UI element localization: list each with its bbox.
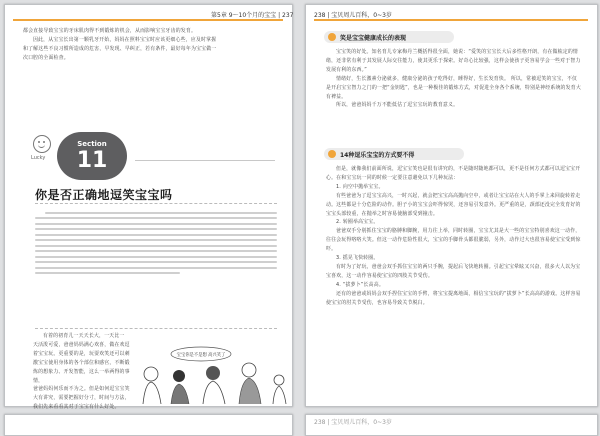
next-right-page-header: 238 | 宝贝周儿百科，0~3岁 (314, 419, 392, 426)
intro-line-2: 因此，从宝宝长出第一颗乳牙开始，妈妈在照料宝宝时应该更细心些，应及时掌握 (33, 36, 217, 43)
item-3-text: 有时为了好玩，爸爸会双手抓住宝宝的两只手腕，提起后飞快地转圈。引起宝宝晕眩又兴奋，很多大人以为宝宝喜欢，这一动作容易使宝宝的四肢关节受伤。 (326, 263, 581, 279)
item-4-head: 4. “拔萝卜”长高高。 (336, 281, 384, 288)
body-line-7: 大有讲究，需要把握好分寸，时间与方法， (33, 395, 130, 402)
item-1-text: 有些爸爸为了逗宝宝高兴，一时兴起，就会把宝宝高高抛向空中，或者让宝宝站在大人的手掌上来回旋转着走动。这些都是十分危险的动作。胆子小的宝宝会吓得惊哭，还容易引发意外。更严重的是，颈部还没完全发育好的宝宝头部较重，在抛举之时容易使脑部受到撞击。 (326, 192, 581, 217)
right-text-block-2 (326, 165, 582, 308)
item-2-text: 爸爸双手分别抓住宝宝的胳膊和脚腕，用力往上举，同时转圈，宝宝尤其是大一些的宝宝特别喜欢这一动作，往往会玩得咯咯大笑。但这一动作危险性很大，宝宝的手脚骨头都很脆弱，另外，动作过大也很容易使宝宝受到惊吓。 (326, 228, 581, 253)
paragraph-smile-benefits: 宝宝笑的好处。知名育儿专家梅丹兰概括得很全面，她说：“爱笑的宝宝长大后多性格开朗，有在做梳定的情绪，还非常有利于其发展人际交往能力，使其更乐于探索。好奇心比较强，这样会使孩子更容易学会一些对于智力发展有利的东西。” (326, 49, 581, 73)
smiley-icon (33, 135, 51, 153)
subhead-dot-icon (328, 33, 336, 41)
item-1-head: 1. 向空中抛举宝宝。 (336, 183, 384, 190)
section-badge (57, 132, 127, 180)
smiley-label: Lucky (31, 155, 46, 161)
body-line-1: 有着的初育儿一天天长大，一天比一 (43, 333, 125, 339)
section-rule (135, 160, 275, 161)
intro-line-1: 都会直接导致宝宝的牙床肌肉得不到锻炼的机会，从而影响宝宝牙齿的发育。 (23, 28, 197, 34)
body-line-5: 炼的想象力、开发智能，这么一举两得的事情， (33, 368, 130, 384)
next-left-page (4, 414, 293, 436)
family-illustration (131, 346, 291, 404)
subhead-bad-ways (324, 148, 464, 160)
paragraph-intro: 但是，就像我们前面所说，逗宝宝笑也是很有讲究的，不是随时随地都可以，更不是任何方式都可以逗宝宝开心。在和宝宝玩一同的时候一定要注意避免以下几种玩法： (326, 166, 581, 181)
subhead-dot-icon (328, 150, 336, 158)
left-intro-text (23, 27, 281, 63)
paragraph-conclusion: 所以，爸爸妈妈千万不能低估了逗宝宝玩的教育意义。 (336, 102, 459, 109)
quote-box-text (35, 208, 277, 277)
item-3-head: 3. 摇晃飞快转圈。 (336, 255, 379, 262)
subhead-label: 笑是宝宝健康成长的表现 (340, 35, 407, 42)
item-2-head: 2. 转圈举高宝宝。 (336, 219, 379, 226)
left-header-rule (13, 19, 283, 21)
body-line-3: 着宝宝玩。更重要的是，玩耍欢笑还可以刺 (33, 350, 130, 357)
next-right-page (305, 414, 598, 436)
intro-line-4: 次口腔的全面检查。 (23, 54, 69, 61)
bubble-text: 宝宝你是不是想 高兴笑了 (176, 353, 226, 358)
right-page-header: 238 | 宝贝周儿百科，0~3岁 (314, 12, 392, 19)
section-word: Section (77, 140, 107, 148)
body-line-6: 爸爸妈妈何乐而不为之。但是如何逗宝宝笑 (33, 386, 130, 393)
section-title: 你是否正确地逗笑宝宝吗 (35, 188, 173, 202)
body-line-2: 天活泼可爱，爸爸妈妈满心欢喜，做在欢逗 (33, 341, 130, 348)
body-line-4: 激宝宝使用身体的各个部位和感官，不断锻 (33, 359, 130, 366)
subhead-label: 14种逗乐宝宝的方式要不得 (340, 152, 415, 159)
right-header-rule (314, 19, 588, 21)
left-page (4, 4, 294, 411)
item-4-text: 还有的爸爸或妈妈会双手捏住宝宝的手臂，将宝宝提离地面，相信宝宝玩的“拔萝卜”长高高的游戏。这样容易使宝宝的肘关节受伤，也容易导致关节脱臼。 (326, 290, 581, 306)
left-body-text (33, 332, 138, 412)
paragraph-growth: 情绪好，生长激素分泌就多，健康分泌的孩子吃得好，睡得好，生长发育快。 所以，常被逗笑的宝宝，不仅是开启宝宝智力之门的一把“金钥匙”，也是一种极佳的锻炼方式，对促进全身各个系统，特别是神经系统的发育大有裨益。 (326, 75, 581, 100)
left-page-header: 第5章 9～10个月的宝宝 | 237 (211, 12, 294, 19)
intro-line-3: 和了解这些不良习惯所造成的危害，早发现、早纠正，若有条件，最好每年为宝宝做一 (23, 45, 217, 52)
body-line-8: 我们先来看看其对于宝宝有什么好处。 (33, 404, 120, 411)
subhead-smile-health (324, 31, 454, 43)
section-number: 11 (76, 148, 108, 173)
intro-quote-box (35, 203, 277, 329)
right-text-block-1 (326, 48, 582, 110)
right-page (305, 4, 598, 407)
